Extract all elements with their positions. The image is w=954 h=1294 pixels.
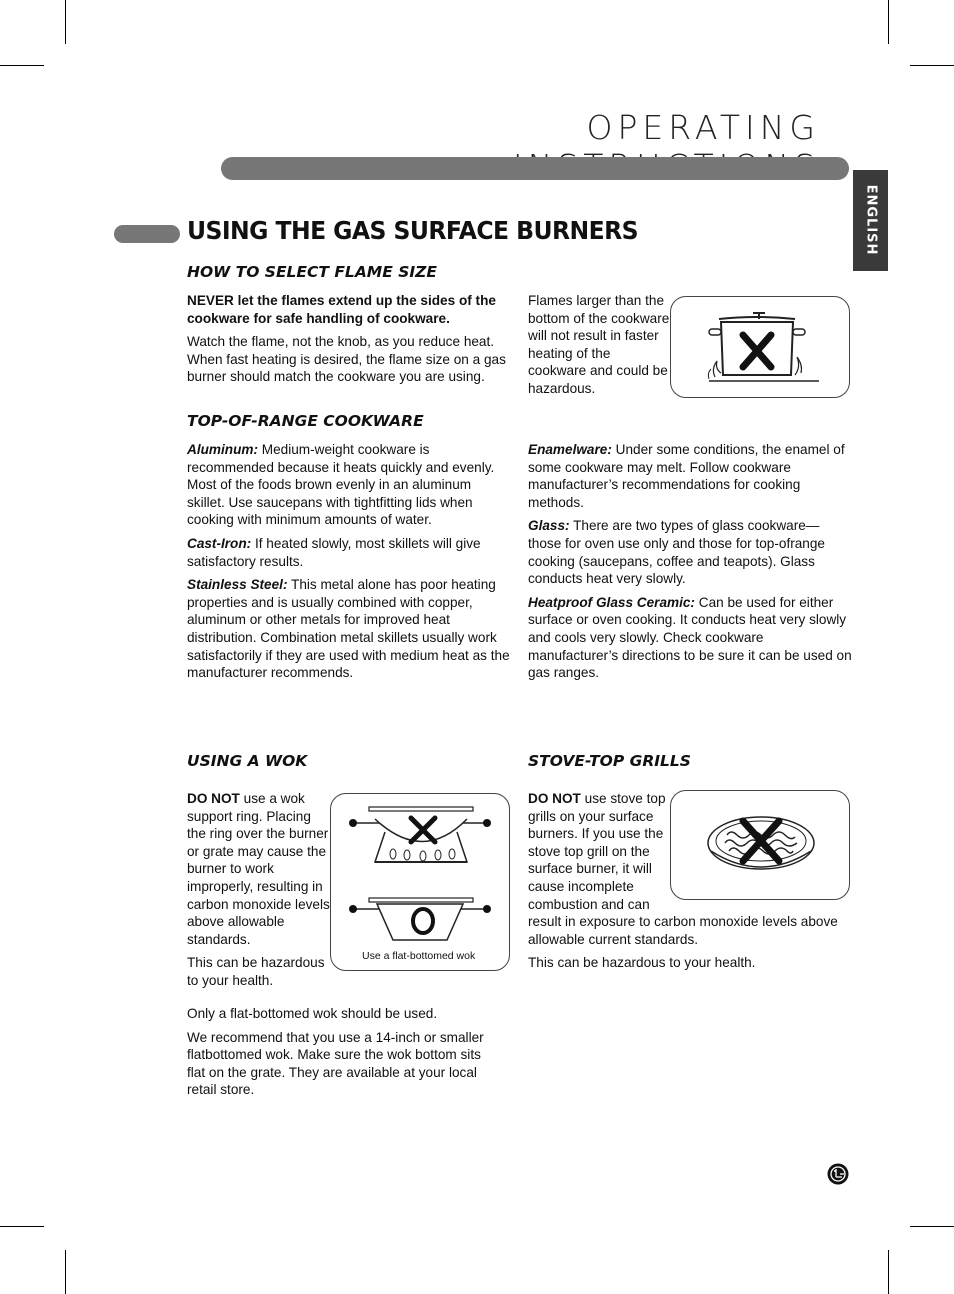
crop-mark — [65, 0, 66, 44]
flame-warning: NEVER let the flames extend up the sides of the cookware for safe handling of cookware. — [187, 293, 496, 326]
cookware-enamelware: Enamelware: Under some conditions, the enamel of some cookware may melt. Follow cookware manufacturer’s recommendations for cooking methods. — [528, 442, 845, 510]
wok-caption: Use a flat-bottomed wok — [362, 950, 476, 962]
crop-mark — [65, 1250, 66, 1294]
cookware-right-column — [528, 441, 852, 688]
cookware-aluminum: Aluminum: Medium-weight cookware is recommended because it heats quickly and evenly. Most of the foods brown evenly in an aluminum skillet. Use saucepans with tightfitting lids when cooking with minimum amounts of water. — [187, 442, 495, 528]
wok-warning: DO NOT use a wok support ring. Placing the ring over the burner or grate may cause the burner to work improperly, resulting in carbon monoxide levels above allowable standards. This can be hazardous to your health. — [187, 791, 330, 988]
wok-heading: USING A WOK — [187, 752, 308, 770]
header-bar — [221, 157, 849, 180]
grills-warning: DO NOT use stove top grills on your surface burners. If you use the stove top grill on the surface burner, it will cause incomplete combustion and can — [528, 791, 666, 912]
grills-heading: STOVE-TOP GRILLS — [528, 752, 691, 770]
cookware-glass-ceramic: Heatproof Glass Ceramic: Can be used for either surface or oven cooking. It conducts heat very slowly and cools very slowly. Check cookware manufacturer’s directions to be sure it can be used on gas ranges. — [528, 594, 852, 681]
section-title: USING THE GAS SURFACE BURNERS — [187, 216, 639, 245]
crop-mark — [910, 1226, 954, 1227]
flame-size-text — [187, 292, 509, 392]
language-tab-label: ENGLISH — [863, 184, 879, 256]
cookware-cast-iron: Cast-Iron: If heated slowly, most skillets will give satisfactory results. — [187, 535, 481, 569]
crop-mark — [888, 0, 889, 44]
cookware-stainless-steel: Stainless Steel: This metal alone has poor heating properties and is usually combined with copper, aluminum or other metals for improved heat distribution. Combination metal skillets usually work satisfactorily if they are used with medium heat as the manufacturer recommends. — [187, 577, 510, 681]
lg-logo-icon — [827, 1163, 849, 1185]
flame-body: Watch the flame, not the knob, as you reduce heat. When fast heating is desired, the flame size on a gas burner should match the cookware you are using. — [187, 334, 506, 385]
wok-illustration — [330, 793, 510, 971]
cookware-left-column — [187, 441, 511, 688]
grill-illustration — [670, 790, 850, 900]
crop-mark — [0, 1226, 44, 1227]
section-marker — [114, 225, 180, 243]
crop-mark — [888, 1250, 889, 1294]
cookware-glass: Glass: There are two types of glass cookware—those for oven use only and those for top-ofrange cooking (saucepans, coffee and teapots). Glass conducts heat very slowly. — [528, 518, 825, 587]
wok-ring-illustration — [331, 794, 509, 944]
crop-mark — [0, 65, 44, 66]
pot-flame-illustration — [671, 297, 849, 397]
page-header-title: OPERATING — [586, 108, 820, 147]
flame-illustration — [670, 296, 850, 398]
flame-note: Flames larger than the bottom of the cookware will not result in faster heating of the cookware and could be hazardous. — [528, 293, 670, 396]
wok-recommendation: Only a flat-bottomed wok should be used. We recommend that you use a 14-inch or smaller flatbottomed wok. Make sure the wok bottom sits flat on the grate. They are available at your local retail store. — [187, 1006, 484, 1098]
grills-continuation: result in exposure to carbon monoxide levels above allowable current standards. This can be hazardous to your health. — [528, 914, 838, 971]
cookware-heading: TOP-OF-RANGE COOKWARE — [187, 412, 424, 430]
crop-mark — [910, 65, 954, 66]
stove-grill-illustration — [671, 791, 849, 899]
flame-size-heading: HOW TO SELECT FLAME SIZE — [187, 263, 437, 281]
